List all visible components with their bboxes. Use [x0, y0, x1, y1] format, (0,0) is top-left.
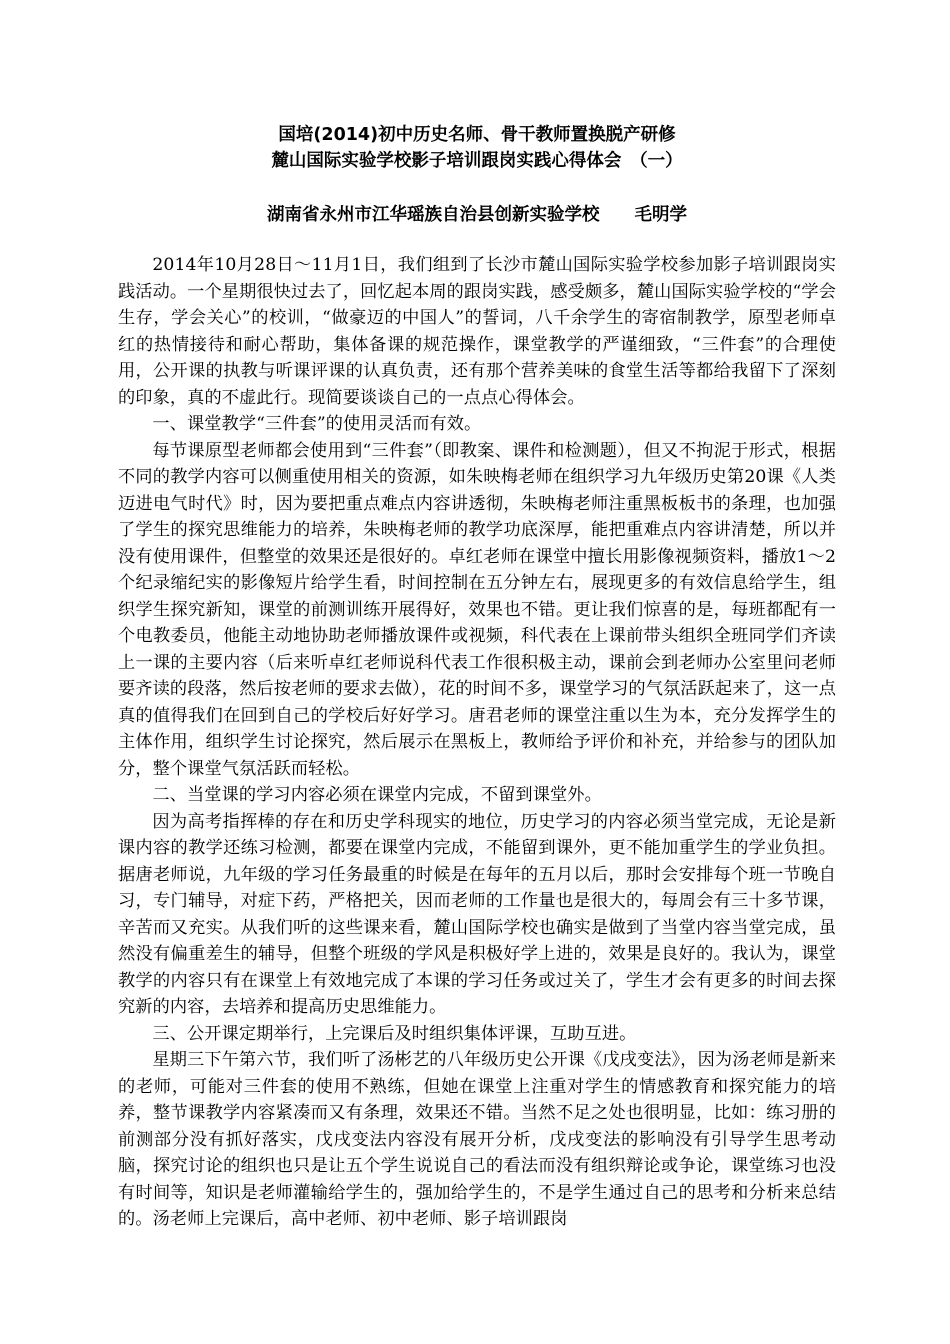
section-heading-3: 三、公开课定期举行，上完课后及时组织集体评课，互助互进。	[152, 1023, 637, 1044]
document-body	[118, 252, 836, 1233]
section-heading-1: 一、课堂教学“三件套”的使用灵活而有效。	[152, 414, 482, 434]
paragraph-intro: 2014年10月28日～11月1日，我们组到了长沙市麓山国际实验学校参加影子培训跟岗实践活动。一个星期很快过去了，回忆起本周的跟岗实践，感受颇多，麓山国际实验学校的“学会生存，学会关心”的校训，“做豪迈的中国人”的誓词，八千余学生的寄宿制教学，原型老师卓红的热情接待和耐心帮助，集体备课的规范操作，课堂教学的严谨细致，“三件套”的合理使用，公开课的执教与听课评课的认真负责，还有那个营养美味的食堂生活等都给我留下了深刻的印象，真的不虚此行。现简要谈谈自己的一点点心得体会。	[118, 255, 836, 408]
paragraph-section-3: 星期三下午第六节，我们听了汤彬艺的八年级历史公开课《戊戌变法》，因为汤老师是新来的老师，可能对三件套的使用不熟练，但她在课堂上注重对学生的情感教育和探究能力的培养，整节课教学内容紧凑而又有条理，效果还不错。当然不足之处也很明显，比如：练习册的前测部分没有抓好落实，戊戌变法内容没有展开分析，戊戌变法的影响没有引导学生思考动脑，探究讨论的组织也只是让五个学生说说自己的看法而没有组织辩论或争论，课堂练习也没有时间等，知识是老师灌输给学生的，强加给学生的，不是学生通过自己的思考和分析来总结的。汤老师上完课后，高中老师、初中老师、影子培训跟岗	[118, 1050, 836, 1229]
paragraph-section-2: 因为高考指挥棒的存在和历史学科现实的地位，历史学习的内容必须当堂完成，无论是新课内容的教学还练习检测，都要在课堂内完成，不能留到课外，更不能加重学生的学业负担。据唐老师说，九年级的学习任务最重的时候是在每年的五月以后，那时会安排每个班一节晚自习，专门辅导，对症下药，严格把关，因而老师的工作量也是很大的，每周会有三十多节课，辛苦而又充实。从我们听的这些课来看，麓山国际学校也确实是做到了当堂内容当堂完成，虽然没有偏重差生的辅导，但整个班级的学风是积极好学上进的，效果是良好的。我认为，课堂教学的内容只有在课堂上有效地完成了本课的学习任务或过关了，学生才会有更多的时间去探究新的内容，去培养和提高历史思维能力。	[118, 811, 836, 1017]
paragraph-section-1: 每节课原型老师都会使用到“三件套”（即教案、课件和检测题），但又不拘泥于形式，根据不同的教学内容可以侧重使用相关的资源，如朱映梅老师在组织学习九年级历史第20课《人类迈进电气时代》时，因为要把重点难点内容讲透彻，朱映梅老师注重黑板板书的条理，也加强了学生的探究思维能力的培养，朱映梅老师的教学功底深厚，能把重难点内容讲清楚，所以并没有使用课件，但整堂的效果还是很好的。卓红老师在课堂中擅长用影像视频资料，播放1～2个纪录缩纪实的影像短片给学生看，时间控制在五分钟左右，展现更多的有效信息给学生，组织学生探究新知，课堂的前测训练开展得好，效果也不错。更让我们惊喜的是，每班都配有一个电教委员，他能主动地协助老师播放课件或视频，科代表在上课前带头组织全班同学们齐读上一课的主要内容（后来听卓红老师说科代表工作很积极主动，课前会到老师办公室里问老师要齐读的段落，然后按老师的要求去做），花的时间不多，课堂学习的气氛活跃起来了，这一点真的值得我们在回到自己的学校后好好学习。唐君老师的课堂注重以生为本，充分发挥学生的主体作用，组织学生讨论探究，然后展示在黑板上，教师给予评价和补充，并给参与的团队加分，整个课堂气氛活跃而轻松。	[118, 440, 836, 779]
document-page	[118, 122, 836, 1233]
author-line: 湖南省永州市江华瑶族自治县创新实验学校 毛明学	[267, 205, 687, 225]
document-title	[118, 122, 836, 174]
title-line-2: 麓山国际实验学校影子培训跟岗实践心得体会 （一）	[271, 151, 683, 171]
title-line-1: 国培(2014)初中历史名师、骨干教师置换脱产研修	[278, 125, 676, 145]
section-heading-2: 二、当堂课的学习内容必须在课堂内完成，不留到课堂外。	[152, 785, 602, 805]
